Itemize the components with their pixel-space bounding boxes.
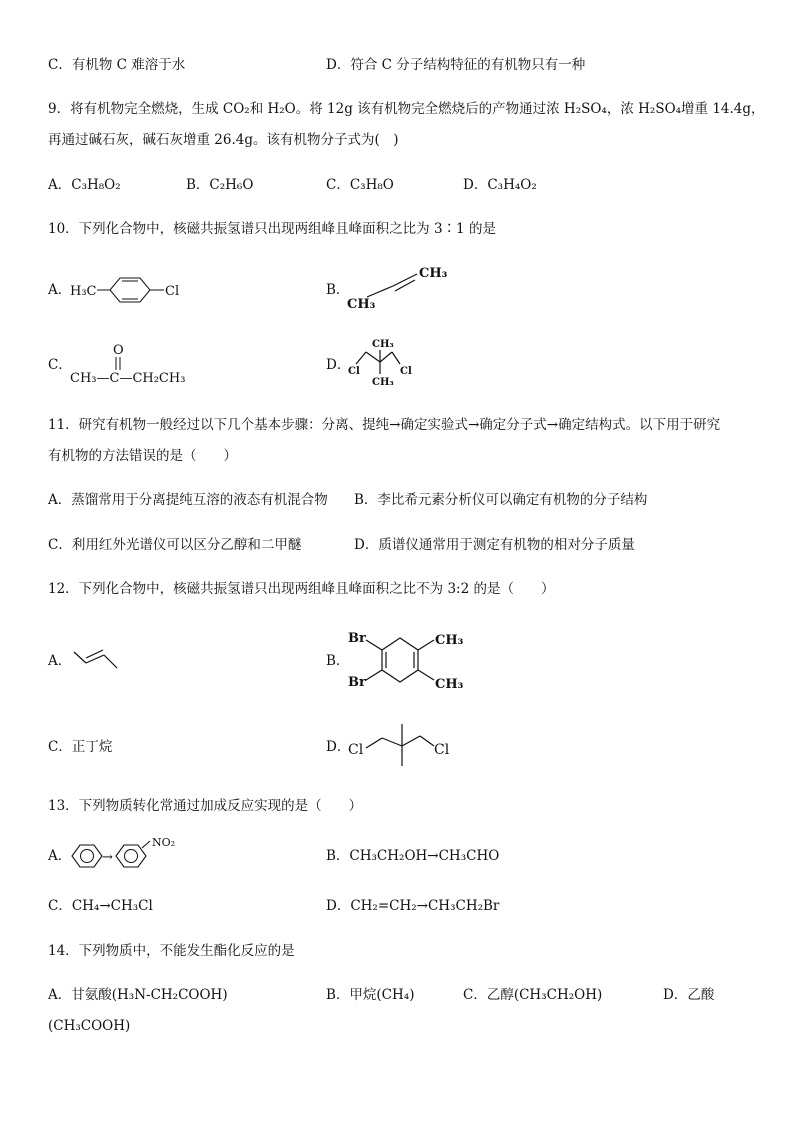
q13-a-no2: NO₂: [152, 836, 176, 849]
q10-a-cl: Cl: [165, 284, 180, 299]
q12-option-b-label: B．: [326, 653, 350, 669]
q12-b-br-top: Br: [348, 631, 366, 646]
q12-stem: 12．下列化合物中，核磁共振氢谱只出现两组峰且峰面积之比不为 3:2 的是（ ）: [48, 581, 555, 597]
q9-stem-line2: 再通过碱石灰，碱石灰增重 26.4g。该有机物分子式为( ): [48, 132, 399, 148]
q10-stem: 10．下列化合物中，核磁共振氢谱只出现两组峰且峰面积之比为 3∶1 的是: [48, 221, 496, 237]
q13-stem: 13．下列物质转化常通过加成反应实现的是（ ）: [48, 798, 363, 814]
q10-c-formula: CH₃—C—CH₂CH₃: [70, 371, 186, 386]
q11-option-d: D．质谱仪通常用于测定有机物的相对分子质量: [354, 537, 635, 553]
q13-option-a-structure: [70, 838, 190, 874]
q8-option-c: C．有机物 C 难溶于水: [48, 57, 186, 73]
q10-option-d-label: D．: [326, 357, 351, 373]
q9-option-a: A．C₃H₈O₂: [48, 177, 121, 193]
q9-option-b: B．C₂H₆O: [186, 177, 254, 193]
q10-b-ch3-bottom: CH₃: [347, 297, 376, 312]
q10-d-ch3-bottom: CH₃: [372, 377, 394, 388]
q10-option-c-structure: [70, 340, 200, 386]
q10-d-cl-right: Cl: [400, 366, 412, 377]
q13-option-a-label: A．: [48, 848, 72, 864]
q13-option-d: D．CH₂=CH₂→CH₃CH₂Br: [326, 898, 500, 914]
q10-a-h3c: H₃C: [70, 284, 97, 299]
q11-stem-line1: 11．研究有机物一般经过以下几个基本步骤：分离、提纯→确定实验式→确定分子式→确定结构式。以下用于研究: [48, 417, 721, 433]
q12-option-d-structure: [346, 722, 466, 768]
q10-option-b-label: B．: [326, 282, 350, 298]
q14-stem: 14．下列物质中，不能发生酯化反应的是: [48, 943, 295, 959]
q10-option-d-structure: [344, 334, 424, 388]
q11-option-b: B．李比希元素分析仪可以确定有机物的分子结构: [354, 492, 648, 508]
q12-b-br-bottom: Br: [348, 675, 366, 690]
q12-option-a-structure: [72, 648, 122, 674]
q11-option-c: C．利用红外光谱仪可以区分乙醇和二甲醚: [48, 537, 302, 553]
q10-option-a-structure: [70, 272, 190, 308]
q11-stem-line2: 有机物的方法错误的是（ ）: [48, 448, 237, 464]
q9-option-d: D．C₃H₄O₂: [463, 177, 537, 193]
q9-stem-line1: 9．将有机物完全燃烧，生成 CO₂和 H₂O。将 12g 该有机物完全燃烧后的产物通过浓 H₂SO₄，浓 H₂SO₄增重 14.4g，: [48, 101, 765, 117]
q12-option-b-structure: [346, 628, 476, 692]
q12-option-a-label: A．: [48, 653, 72, 669]
q14-option-d: D．乙酸: [663, 987, 715, 1003]
q13-a-arrow: →: [102, 850, 113, 865]
q12-option-d-label: D．: [326, 739, 351, 755]
q12-b-ch3-top: CH₃: [435, 633, 464, 648]
q10-option-b-structure: [345, 260, 465, 312]
q14-option-b: B．甲烷(CH₄): [326, 987, 415, 1003]
q13-option-c: C．CH₄→CH₃Cl: [48, 898, 153, 914]
q14-option-a: A．甘氨酸(H₃N-CH₂COOH): [48, 987, 228, 1003]
q14-option-c: C．乙醇(CH₃CH₂OH): [463, 987, 603, 1003]
q10-c-oxygen: O: [113, 343, 124, 358]
q9-option-c: C．C₃H₈O: [326, 177, 394, 193]
q12-option-c: C．正丁烷: [48, 739, 113, 755]
q8-option-d: D．符合 C 分子结构特征的有机物只有一种: [326, 57, 586, 73]
q10-b-ch3-top: CH₃: [419, 266, 448, 281]
q10-option-c-label: C．: [48, 357, 72, 373]
q14-option-d-continued: (CH₃COOH): [48, 1018, 131, 1034]
q12-d-cl-left: Cl: [348, 742, 364, 758]
q10-option-a-label: A．: [48, 282, 72, 298]
q13-option-b: B．CH₃CH₂OH→CH₃CHO: [326, 848, 500, 864]
q12-b-ch3-bottom: CH₃: [435, 677, 464, 692]
q11-option-a: A．蒸馏常用于分离提纯互溶的液态有机混合物: [48, 492, 328, 508]
q10-d-ch3-top: CH₃: [372, 339, 394, 350]
q12-d-cl-right: Cl: [434, 742, 450, 758]
q10-d-cl-left: Cl: [348, 366, 360, 377]
